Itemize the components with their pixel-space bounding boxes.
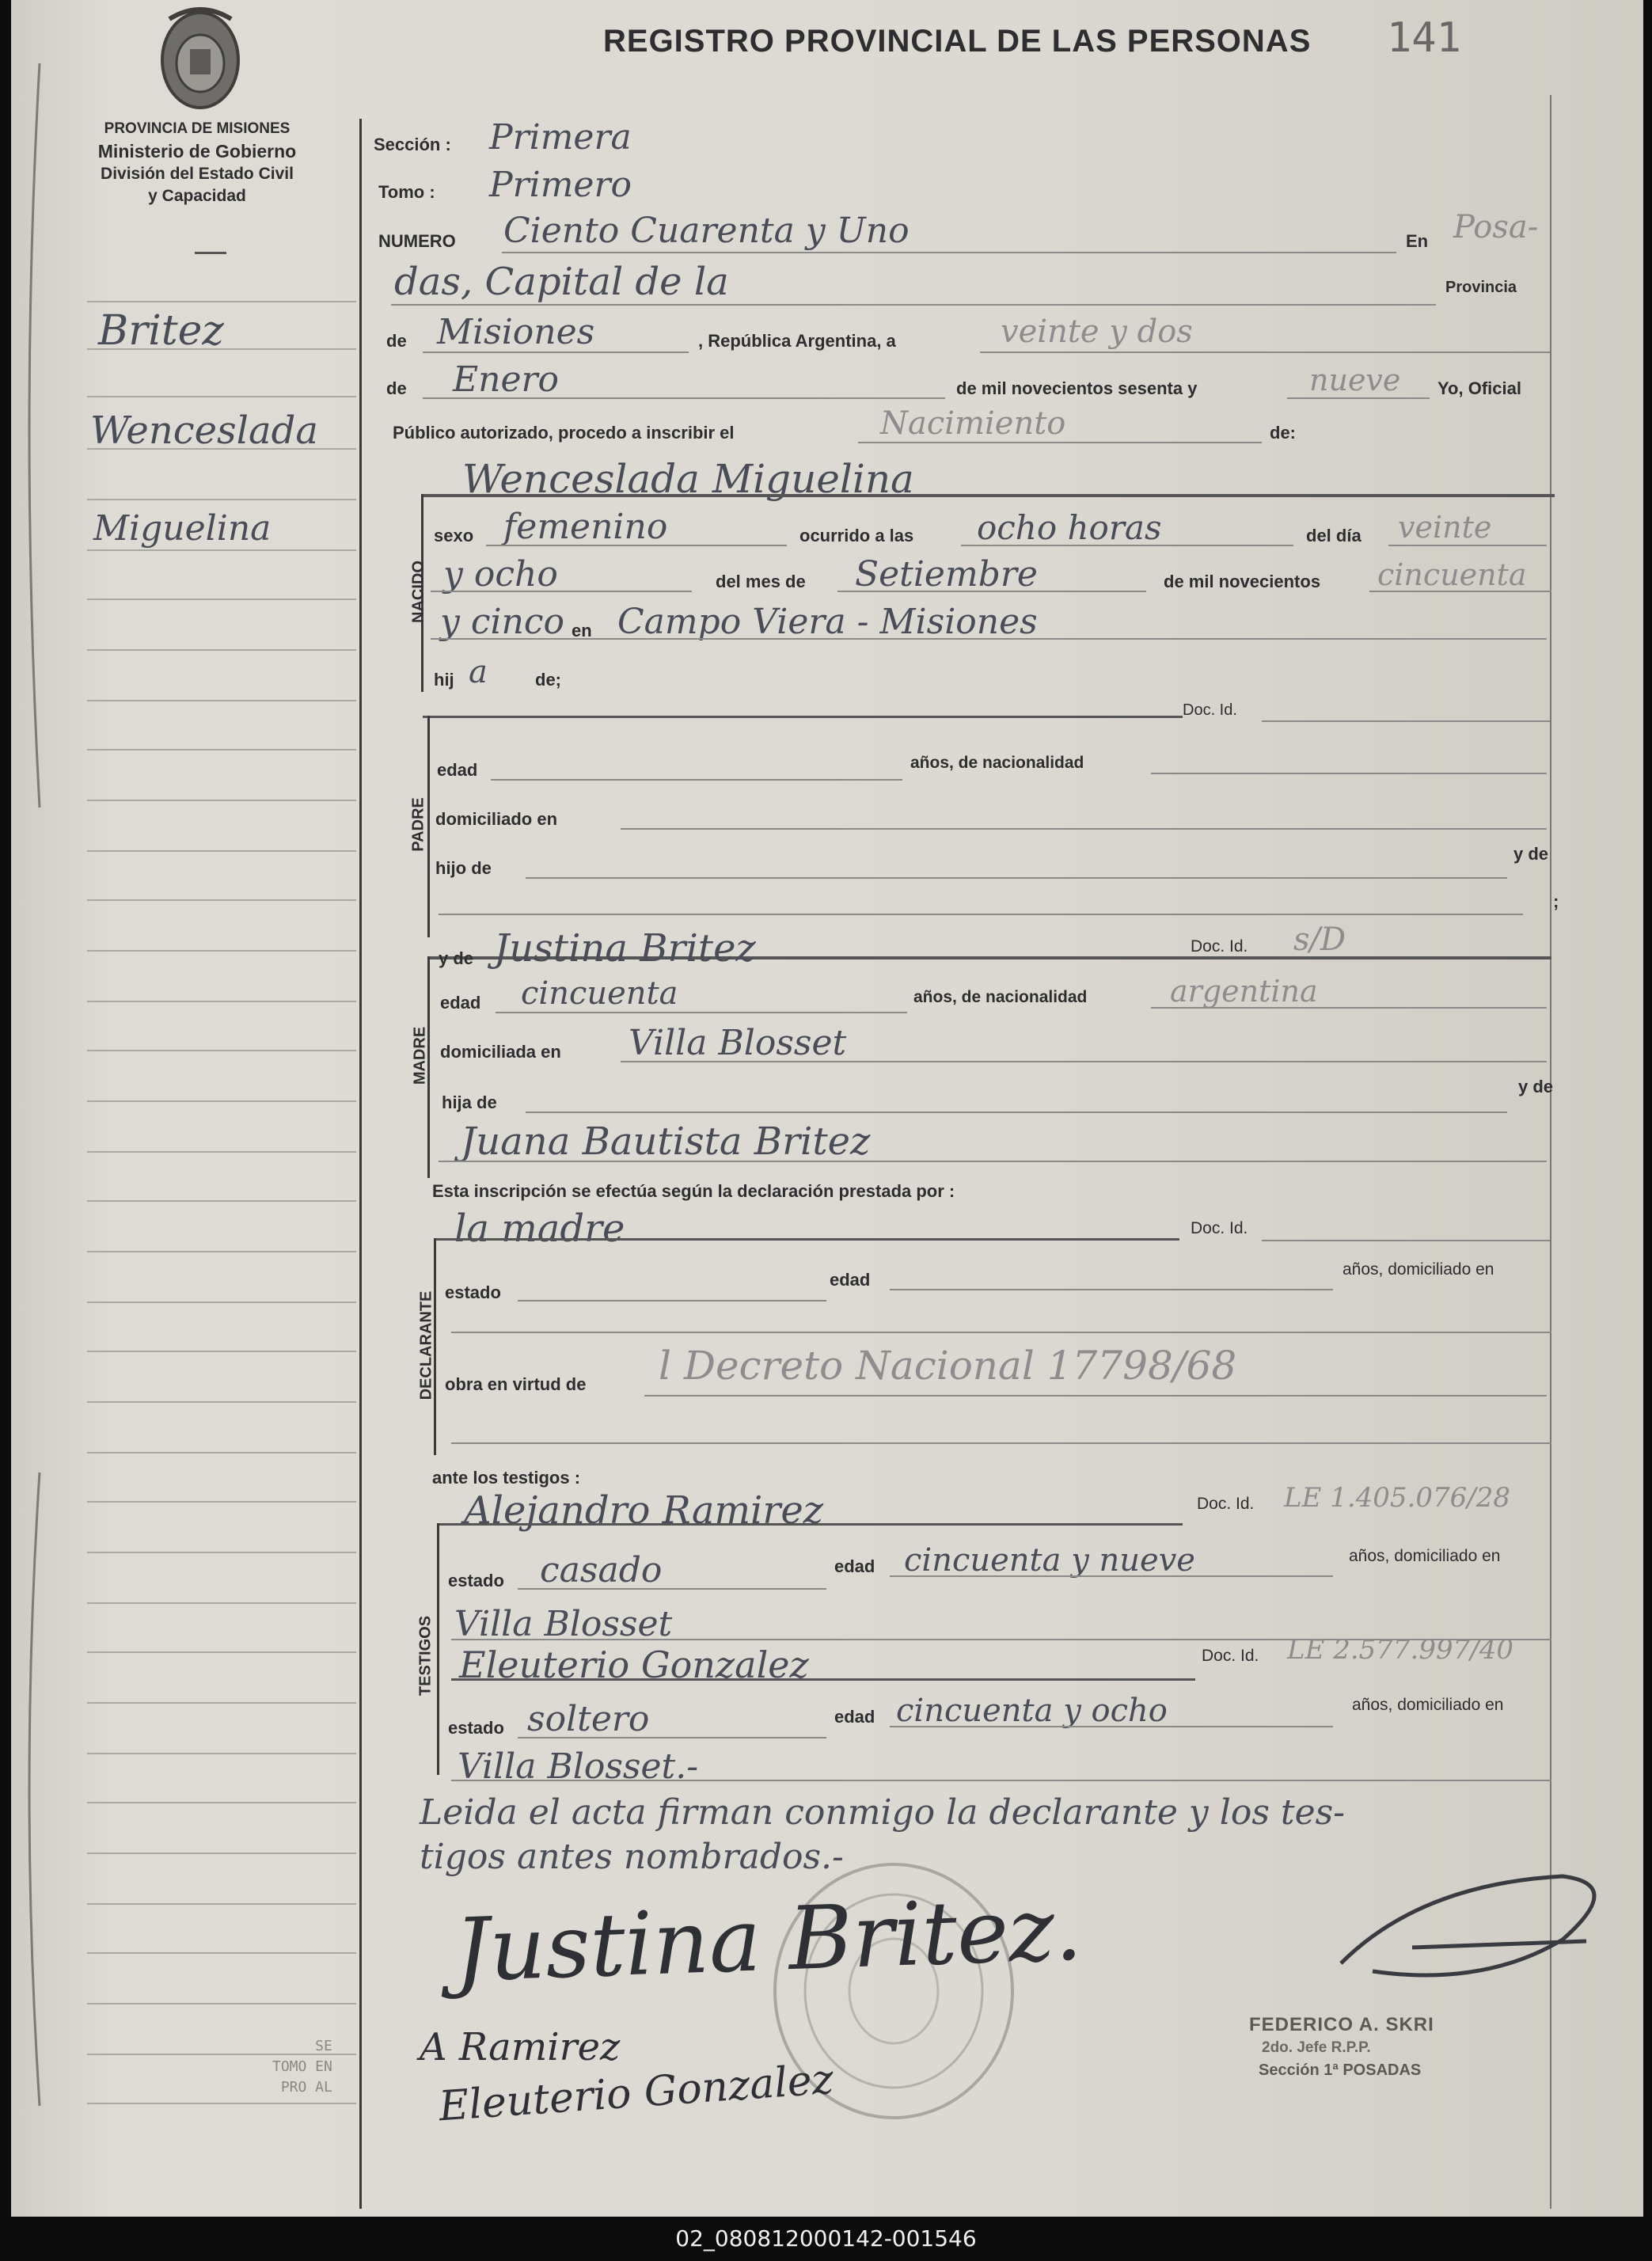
label-doc-id-testigo2: Doc. Id. <box>1202 1647 1259 1665</box>
signature-testigo-1: A Ramirez <box>420 2025 621 2069</box>
label-doc-id-padre: Doc. Id. <box>1183 701 1237 719</box>
margin-rule <box>87 1952 356 1954</box>
office-province: PROVINCIA DE MISIONES <box>104 120 291 137</box>
section-label-madre: MADRE <box>411 1026 429 1085</box>
label-estado-testigo2: estado <box>448 1718 504 1738</box>
underline <box>1369 591 1551 592</box>
label-anos-nac-madre: años, de nacionalidad <box>913 988 1088 1006</box>
margin-stamp-line: TOMO EN <box>272 2058 332 2075</box>
margin-rule <box>87 2003 356 2004</box>
label-de: de <box>386 331 407 351</box>
signature-testigo-2: Eleuterio Gonzalez <box>437 2055 835 2131</box>
field-madre-domicilio: Villa Blosset <box>629 1023 847 1063</box>
underline <box>496 1012 907 1013</box>
underline <box>431 638 1547 640</box>
label-ante-testigos: ante los testigos : <box>432 1468 581 1488</box>
label-domiciliado-padre: domiciliado en <box>435 809 558 829</box>
underline <box>621 1061 1547 1062</box>
margin-rule <box>87 800 356 801</box>
field-mes: Enero <box>453 359 560 400</box>
margin-rule <box>87 700 356 701</box>
field-dia: veinte y dos <box>1001 314 1193 350</box>
underline <box>644 1395 1547 1396</box>
margin-rule <box>87 549 356 551</box>
field-city-2: das, Capital de la <box>394 260 729 304</box>
field-testigo2-edad: cincuenta y ocho <box>896 1693 1168 1729</box>
main-left-border <box>359 119 362 2209</box>
underline <box>423 397 945 399</box>
section-label-padre: PADRE <box>409 797 427 852</box>
margin-rule <box>87 1401 356 1403</box>
underline <box>486 545 787 546</box>
label-mil-sesenta: de mil novecientos sesenta y <box>956 378 1198 398</box>
closing-line-1: Leida el acta firman conmigo la declarante y los tes- <box>420 1792 1346 1833</box>
signature-official-flourish <box>1325 1852 1626 2011</box>
underline <box>621 828 1547 830</box>
margin-rule <box>87 2103 356 2104</box>
field-mes-nac: Setiembre <box>855 554 1038 595</box>
field-testigo1-edad: cincuenta y nueve <box>904 1542 1195 1579</box>
signature-declarante: Justina Britez. <box>453 1878 1084 2001</box>
margin-rule <box>87 1852 356 1854</box>
label-seccion: Sección : <box>374 135 451 154</box>
underline <box>858 442 1262 443</box>
underline <box>451 1332 1551 1333</box>
label-edad-madre: edad <box>440 993 481 1013</box>
margin-rule <box>87 1903 356 1905</box>
label-hij: hij <box>434 670 454 690</box>
underline <box>1262 1240 1550 1241</box>
field-dia-nac-1: veinte <box>1398 510 1492 545</box>
section-rule <box>439 1523 1183 1526</box>
label-edad-testigo1: edad <box>834 1556 875 1576</box>
margin-rule <box>87 396 356 397</box>
margin-rule <box>87 1552 356 1553</box>
label-del-dia: del día <box>1306 526 1361 545</box>
label-de-2: de <box>386 378 407 398</box>
margin-rule <box>87 1151 356 1153</box>
margin-rule <box>87 1452 356 1454</box>
label-hijo-de: hijo de <box>435 858 492 878</box>
office-ministry: Ministerio de Gobierno <box>97 141 297 162</box>
margin-given-name-1: Wenceslada <box>90 408 318 453</box>
label-semicolon: ; <box>1553 891 1559 911</box>
document-page <box>11 0 1643 2217</box>
field-madre-padre: Juana Bautista Britez <box>461 1119 871 1164</box>
office-division: División del Estado Civil <box>101 165 294 183</box>
office-capacity: y Capacidad <box>148 187 246 205</box>
margin-rule <box>87 598 356 600</box>
section-label-nacido: NACIDO <box>409 560 427 623</box>
label-doc-id-declarante: Doc. Id. <box>1191 1219 1248 1237</box>
underline <box>526 1112 1507 1113</box>
margin-rule <box>87 1351 356 1352</box>
field-city-1: Posa- <box>1453 209 1539 245</box>
label-ocurrido: ocurrido a las <box>799 526 914 545</box>
label-republica: , República Argentina, a <box>698 331 896 351</box>
margin-rule <box>87 301 356 302</box>
label-domiciliada: domiciliada en <box>440 1042 561 1062</box>
field-declarante: la madre <box>454 1206 625 1251</box>
margin-rule <box>87 1602 356 1604</box>
section-rule <box>451 1678 1195 1681</box>
margin-stamp-line: SE <box>315 2038 332 2054</box>
underline <box>451 1780 1551 1781</box>
margin-rule <box>87 950 356 952</box>
registry-title: REGISTRO PROVINCIAL DE LAS PERSONAS <box>603 24 1312 59</box>
label-doc-id-madre: Doc. Id. <box>1191 937 1248 956</box>
field-testigo1-estado: casado <box>540 1550 663 1590</box>
section-label-declarante: DECLARANTE <box>417 1290 435 1400</box>
label-provincia: Provincia <box>1445 279 1517 296</box>
margin-rule <box>87 1050 356 1051</box>
field-testigo2-domicilio: Villa Blosset.- <box>458 1746 699 1787</box>
field-testigo2-doc: LE 2.577.997/40 <box>1287 1634 1513 1666</box>
label-en: En <box>1406 231 1429 251</box>
label-obra-virtud: obra en virtud de <box>445 1374 587 1394</box>
underline <box>1388 545 1547 546</box>
section-rule <box>423 716 1183 718</box>
margin-rule <box>87 1501 356 1503</box>
underline <box>890 1289 1333 1290</box>
field-madre-edad: cincuenta <box>521 975 678 1012</box>
label-anos-dom-declarante: años, domiciliado en <box>1342 1260 1494 1279</box>
page-number: 141 <box>1387 14 1461 62</box>
underline <box>518 1588 826 1590</box>
label-sexo: sexo <box>434 526 474 545</box>
margin-rule <box>87 850 356 852</box>
margin-rule <box>87 1702 356 1704</box>
official-title: 2do. Jefe R.P.P. <box>1262 2039 1371 2056</box>
image-caption: 02_080812000142-001546 <box>0 2217 1652 2261</box>
margin-rule <box>87 1651 356 1653</box>
margin-rule <box>87 749 356 750</box>
label-yo-oficial: Yo, Oficial <box>1437 378 1521 398</box>
label-y-de-padre: y de <box>1513 844 1549 864</box>
field-anio-nac-2: y cinco <box>440 602 565 642</box>
label-anos-nac-padre: años, de nacionalidad <box>910 754 1084 772</box>
margin-given-name-2: Miguelina <box>93 508 272 549</box>
underline <box>1262 720 1550 722</box>
underline <box>961 545 1293 546</box>
label-hija-de: hija de <box>442 1092 497 1112</box>
field-seccion: Primera <box>489 117 632 158</box>
underline <box>439 914 1523 915</box>
label-y-de-madre-2: y de <box>1518 1077 1554 1096</box>
section-label-testigos: TESTIGOS <box>416 1615 435 1697</box>
label-esta-inscripcion: Esta inscripción se efectúa según la declaración prestada por : <box>432 1181 955 1201</box>
field-hij-suffix: a <box>469 654 488 690</box>
underline <box>491 779 902 781</box>
underline <box>518 1300 826 1302</box>
field-testigo1-domicilio: Villa Blosset <box>454 1604 673 1644</box>
margin-stamp-line: PRO AL <box>280 2079 332 2096</box>
label-numero: NUMERO <box>378 231 456 251</box>
testigos-bracket <box>437 1523 439 1775</box>
label-edad-testigo2: edad <box>834 1707 875 1727</box>
field-anio-nac-1: cincuenta <box>1377 557 1527 592</box>
label-anos-dom-testigo2: años, domiciliado en <box>1352 1696 1504 1714</box>
underline <box>391 304 1436 306</box>
label-edad-declarante: edad <box>830 1270 871 1290</box>
label-en-2: en <box>572 621 592 640</box>
margin-rule <box>87 649 356 651</box>
underline <box>890 1575 1333 1577</box>
label-publico: Público autorizado, procedo a inscribir el <box>393 423 735 443</box>
field-nombre: Wenceslada Miguelina <box>462 456 914 502</box>
field-provincia: Misiones <box>437 312 595 352</box>
underline <box>980 352 1550 353</box>
field-testigo1-nombre: Alejandro Ramirez <box>464 1488 824 1533</box>
field-acto: Nacimiento <box>880 405 1066 442</box>
underline <box>502 252 1396 253</box>
underline <box>837 591 1146 592</box>
field-dia-nac-2: y ocho <box>443 554 558 595</box>
underline <box>1287 397 1430 399</box>
underline <box>451 1442 1551 1444</box>
field-obra-virtud: l Decreto Nacional 17798/68 <box>659 1343 1237 1389</box>
margin-rule <box>87 1001 356 1002</box>
field-testigo2-nombre: Eleuterio Gonzalez <box>459 1644 809 1686</box>
label-de-colon: de: <box>1270 423 1296 443</box>
label-tomo: Tomo : <box>378 182 435 202</box>
field-madre-nombre: Justina Britez <box>494 926 756 971</box>
field-testigo1-doc: LE 1.405.076/28 <box>1284 1482 1510 1514</box>
underline <box>439 1161 1547 1162</box>
label-edad-padre: edad <box>437 760 478 780</box>
field-madre-doc: s/D <box>1293 922 1346 958</box>
label-anos-dom-testigo1: años, domiciliado en <box>1349 1547 1501 1565</box>
underline <box>1151 773 1547 774</box>
underline <box>518 1737 826 1738</box>
field-madre-nacionalidad: argentina <box>1170 974 1318 1009</box>
underline <box>431 591 692 592</box>
margin-rule <box>87 1100 356 1102</box>
label-mil-nov: de mil novecientos <box>1164 572 1321 591</box>
official-name: FEDERICO A. SKRI <box>1249 2014 1434 2035</box>
margin-rule <box>87 1251 356 1252</box>
margin-rule <box>87 1200 356 1202</box>
official-section: Sección 1ª POSADAS <box>1259 2062 1422 2079</box>
label-doc-id-testigo1: Doc. Id. <box>1197 1495 1255 1513</box>
margin-rule <box>87 1302 356 1303</box>
underline <box>526 877 1507 879</box>
margin-rule <box>87 499 356 500</box>
margin-rule <box>87 899 356 901</box>
label-del-mes: del mes de <box>716 572 806 591</box>
field-anio: nueve <box>1309 363 1401 397</box>
field-numero: Ciento Cuarenta y Uno <box>503 211 910 251</box>
label-de-semi: de; <box>535 670 561 690</box>
margin-rule <box>87 1802 356 1803</box>
coat-of-arms-emblem <box>154 3 247 114</box>
underline <box>1151 1007 1547 1009</box>
label-y-de-madre: y de <box>439 948 474 968</box>
underline <box>890 1726 1333 1727</box>
field-sexo: femenino <box>503 507 668 547</box>
office-divider <box>195 252 226 254</box>
label-estado-declarante: estado <box>445 1282 501 1302</box>
underline <box>423 352 689 353</box>
field-lugar-nac: Campo Viera - Misiones <box>617 602 1038 642</box>
section-rule <box>435 1238 1179 1241</box>
closing-line-2: tigos antes nombrados.- <box>420 1837 844 1877</box>
binding-edge <box>16 48 47 2153</box>
label-estado-testigo1: estado <box>448 1571 504 1590</box>
section-rule <box>423 494 1555 497</box>
margin-stamp <box>272 2036 332 2098</box>
field-tomo: Primero <box>489 165 632 205</box>
field-hora: ocho horas <box>977 508 1162 547</box>
field-testigo2-estado: soltero <box>527 1699 650 1739</box>
margin-rule <box>87 1753 356 1754</box>
margin-surname: Britez <box>98 307 224 355</box>
